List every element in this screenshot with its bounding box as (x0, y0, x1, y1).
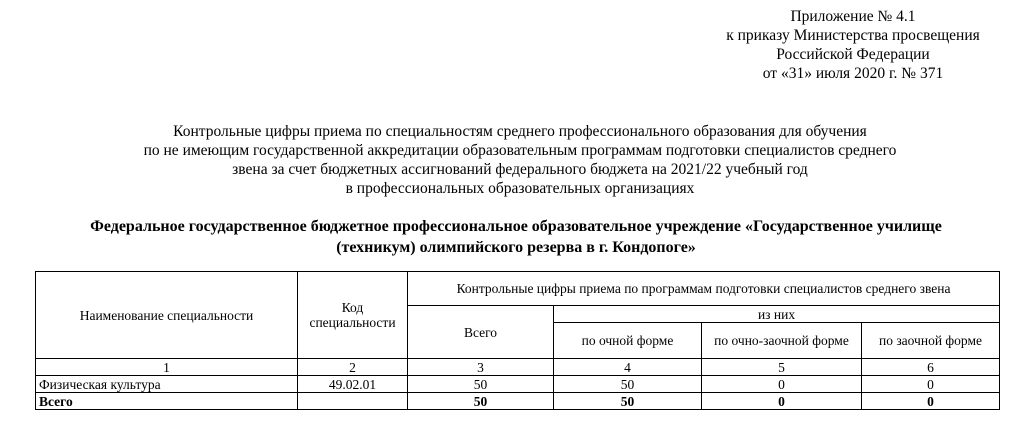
header-control-figures: Контрольные цифры приема по программам подготовки специалистов среднего звена (408, 272, 1000, 306)
title-line: по не имеющим государственной аккредитации образовательным программам подготовки специалистов среднего (143, 142, 897, 159)
organization-name (20, 216, 1012, 258)
header-total: Всего (408, 306, 554, 359)
title-line: Контрольные цифры приема по специальностям среднего профессионального образования для обучения (173, 123, 867, 140)
header-of-them: из них (554, 306, 1000, 323)
column-numbers-row (36, 359, 1000, 376)
header-part-time: по очно-заочной форме (702, 323, 862, 359)
total-label-cell: Всего (36, 393, 298, 410)
appendix-line: к приказу Министерства просвещения (726, 27, 980, 44)
full-time-cell: 50 (554, 376, 702, 393)
total-row (36, 393, 1000, 410)
total-code-cell (298, 393, 408, 410)
total-total-cell: 50 (408, 393, 554, 410)
header-correspondence: по заочной форме (862, 323, 1000, 359)
specialty-name-cell: Физическая культура (36, 376, 298, 393)
column-number: 2 (298, 359, 408, 376)
header-specialty-code: Код специальности (298, 272, 408, 359)
correspondence-cell: 0 (862, 376, 1000, 393)
column-number: 5 (702, 359, 862, 376)
title-line: в профессиональных образовательных организациях (345, 180, 695, 197)
appendix-header (708, 7, 998, 83)
organization-line: Федеральное государственное бюджетное профессиональное образовательное учреждение «Государственное училище (90, 218, 942, 235)
part-time-cell: 0 (702, 376, 862, 393)
column-number: 3 (408, 359, 554, 376)
column-number: 1 (36, 359, 298, 376)
header-specialty-name: Наименование специальности (36, 272, 298, 359)
appendix-line: Приложение № 4.1 (790, 8, 916, 25)
document-title (30, 122, 1010, 198)
column-number: 4 (554, 359, 702, 376)
table-row (36, 376, 1000, 393)
total-part-time-cell: 0 (702, 393, 862, 410)
column-number: 6 (862, 359, 1000, 376)
title-line: звена за счет бюджетных ассигнований федерального бюджета на 2021/22 учебный год (232, 161, 808, 178)
total-correspondence-cell: 0 (862, 393, 1000, 410)
total-cell: 50 (408, 376, 554, 393)
appendix-line: от «31» июля 2020 г. № 371 (762, 65, 944, 82)
total-full-time-cell: 50 (554, 393, 702, 410)
header-full-time: по очной форме (554, 323, 702, 359)
admission-table (35, 271, 1000, 410)
organization-line: (техникум) олимпийского резерва в г. Кондопоге» (336, 239, 696, 256)
specialty-code-cell: 49.02.01 (298, 376, 408, 393)
appendix-line: Российской Федерации (776, 46, 930, 63)
